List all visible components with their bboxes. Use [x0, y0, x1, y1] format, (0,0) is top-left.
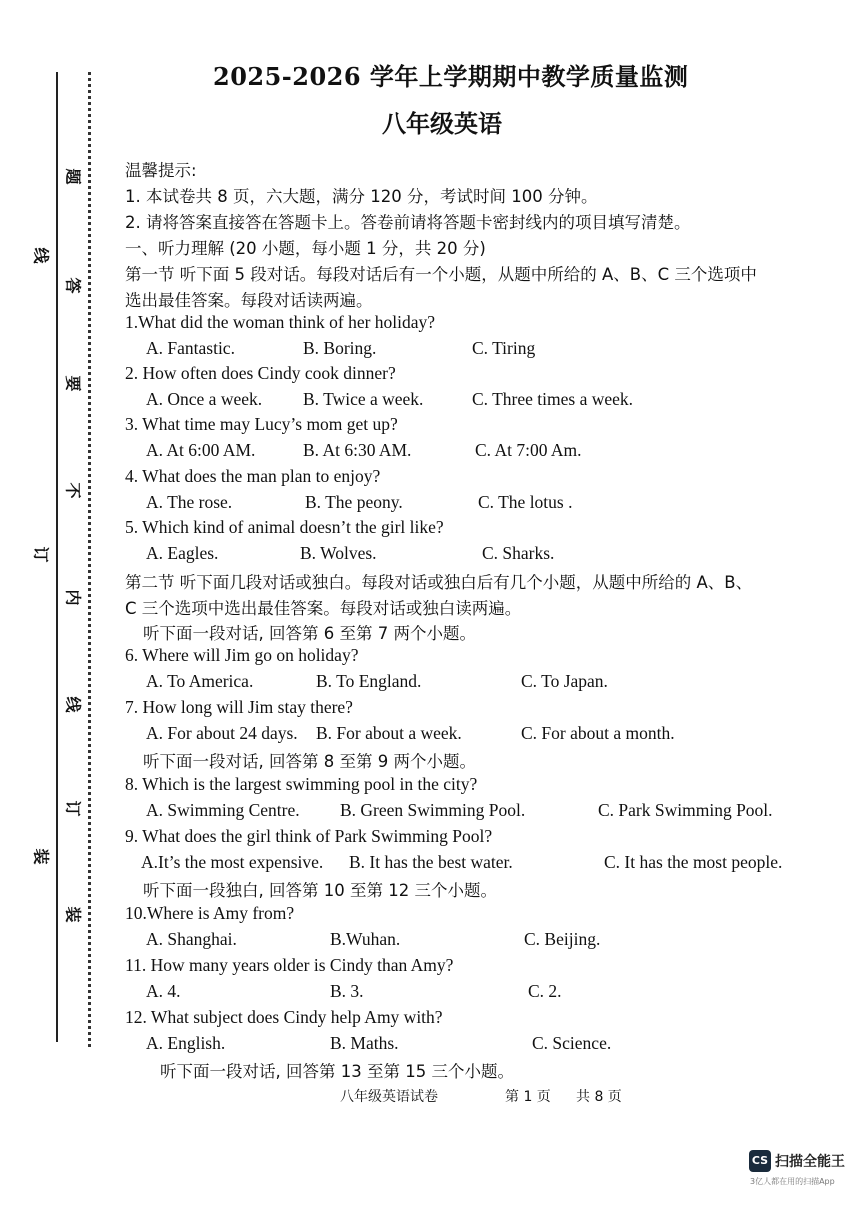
option-b: B. The peony.: [305, 492, 403, 512]
option-a: A. Fantastic.: [146, 338, 235, 358]
margin-char: 订: [63, 800, 83, 817]
question: 9. What does the girl think of Park Swimming Pool?: [125, 826, 493, 846]
question: 12. What subject does Cindy help Amy with?: [125, 1007, 443, 1027]
option-c: C. It has the most people.: [604, 852, 783, 872]
option-c: C. Science.: [532, 1033, 612, 1053]
option-c: C. To Japan.: [521, 671, 608, 691]
footer-page: 第 1 页: [505, 1089, 551, 1105]
option-a: A. The rose.: [146, 492, 233, 512]
scanner-logo-icon: CS: [749, 1150, 771, 1172]
part-heading: 一、听力理解 (20 小题，每小题 1 分，共 20 分): [125, 239, 486, 258]
section-instruction: 第二节 听下面几段对话或独白。每段对话或独白后有几个小题，从题中所给的 A、B、: [125, 573, 753, 592]
section-instruction: 第一节 听下面 5 段对话。每段对话后有一个小题，从题中所给的 A、B、C 三个选项中: [125, 265, 757, 284]
binding-dotted-line: [88, 72, 91, 1047]
margin-char: 内: [63, 589, 83, 606]
option-a: A. Shanghai.: [146, 929, 237, 949]
footer-total: 共 8 页: [576, 1089, 622, 1105]
option-c: C. Tiring: [472, 338, 536, 358]
question: 3. What time may Lucy’s mom get up?: [125, 414, 398, 434]
option-a: A. To America.: [146, 671, 254, 691]
question: 10.Where is Amy from?: [125, 903, 295, 923]
option-b: B. Wolves.: [300, 543, 377, 563]
notice-heading: 温馨提示:: [125, 161, 197, 180]
option-b: B. Maths.: [330, 1033, 399, 1053]
section-instruction: 选出最佳答案。每段对话读两遍。: [125, 291, 373, 310]
option-c: C. At 7:00 Am.: [475, 440, 582, 460]
question: 8. Which is the largest swimming pool in the city?: [125, 774, 478, 794]
question: 6. Where will Jim go on holiday?: [125, 645, 359, 665]
option-c: C. 2.: [528, 981, 562, 1001]
option-b: B. Boring.: [303, 338, 377, 358]
option-b: B. For about a week.: [316, 723, 462, 743]
option-a: A.It’s the most expensive.: [141, 852, 324, 872]
option-a: A. 4.: [146, 981, 181, 1001]
option-b: B. Twice a week.: [303, 389, 424, 409]
margin-char: 答: [63, 277, 83, 294]
option-b: B.Wuhan.: [330, 929, 401, 949]
margin-char: 装: [63, 906, 83, 923]
option-b: B. At 6:30 AM.: [303, 440, 412, 460]
option-a: A. English.: [146, 1033, 226, 1053]
listening-note: 听下面一段独白, 回答第 10 至第 12 三个小题。: [143, 881, 497, 900]
option-c: C. Three times a week.: [472, 389, 634, 409]
margin-char: 题: [63, 168, 83, 185]
option-c: C. Sharks.: [482, 543, 555, 563]
margin-char: 要: [63, 375, 83, 392]
option-a: A. Once a week.: [146, 389, 263, 409]
option-b: B. Green Swimming Pool.: [340, 800, 526, 820]
margin-char: 订: [31, 546, 51, 563]
question: 4. What does the man plan to enjoy?: [125, 466, 381, 486]
margin-char: 装: [31, 848, 51, 865]
listening-note: 听下面一段对话, 回答第 6 至第 7 两个小题。: [143, 624, 476, 643]
question: 5. Which kind of animal doesn’t the girl like?: [125, 517, 444, 537]
option-b: B. To England.: [316, 671, 422, 691]
option-c: C. For about a month.: [521, 723, 675, 743]
option-c: C. Park Swimming Pool.: [598, 800, 773, 820]
option-b: B. It has the best water.: [349, 852, 513, 872]
section-instruction: C 三个选项中选出最佳答案。每段对话或独白读两遍。: [125, 599, 522, 618]
option-a: A. At 6:00 AM.: [146, 440, 256, 460]
scanner-tagline: 3亿人都在用的扫描App: [750, 1177, 835, 1186]
margin-char: 线: [31, 247, 51, 264]
page-title: 2025-2026 学年上学期期中教学质量监测: [213, 62, 689, 91]
option-c: C. Beijing.: [524, 929, 601, 949]
listening-note: 听下面一段对话, 回答第 8 至第 9 两个小题。: [143, 752, 476, 771]
footer-paper-name: 八年级英语试卷: [340, 1089, 438, 1105]
notice-item: 1. 本试卷共 8 页，六大题，满分 120 分，考试时间 100 分钟。: [125, 187, 598, 206]
option-a: A. Eagles.: [146, 543, 219, 563]
listening-note: 听下面一段对话, 回答第 13 至第 15 三个小题。: [160, 1062, 514, 1081]
scanner-app-name: 扫描全能王: [775, 1154, 845, 1170]
question: 11. How many years older is Cindy than Amy?: [125, 955, 454, 975]
notice-item: 2. 请将答案直接答在答题卡上。答卷前请将答题卡密封线内的项目填写清楚。: [125, 213, 691, 232]
page-subtitle: 八年级英语: [382, 109, 502, 138]
question: 1.What did the woman think of her holiday?: [125, 312, 436, 332]
question: 2. How often does Cindy cook dinner?: [125, 363, 396, 383]
binding-solid-line: [56, 72, 58, 1042]
option-c: C. The lotus .: [478, 492, 573, 512]
option-a: A. For about 24 days.: [146, 723, 298, 743]
question: 7. How long will Jim stay there?: [125, 697, 353, 717]
option-a: A. Swimming Centre.: [146, 800, 300, 820]
margin-char: 不: [63, 482, 83, 499]
margin-char: 线: [63, 696, 83, 713]
option-b: B. 3.: [330, 981, 364, 1001]
